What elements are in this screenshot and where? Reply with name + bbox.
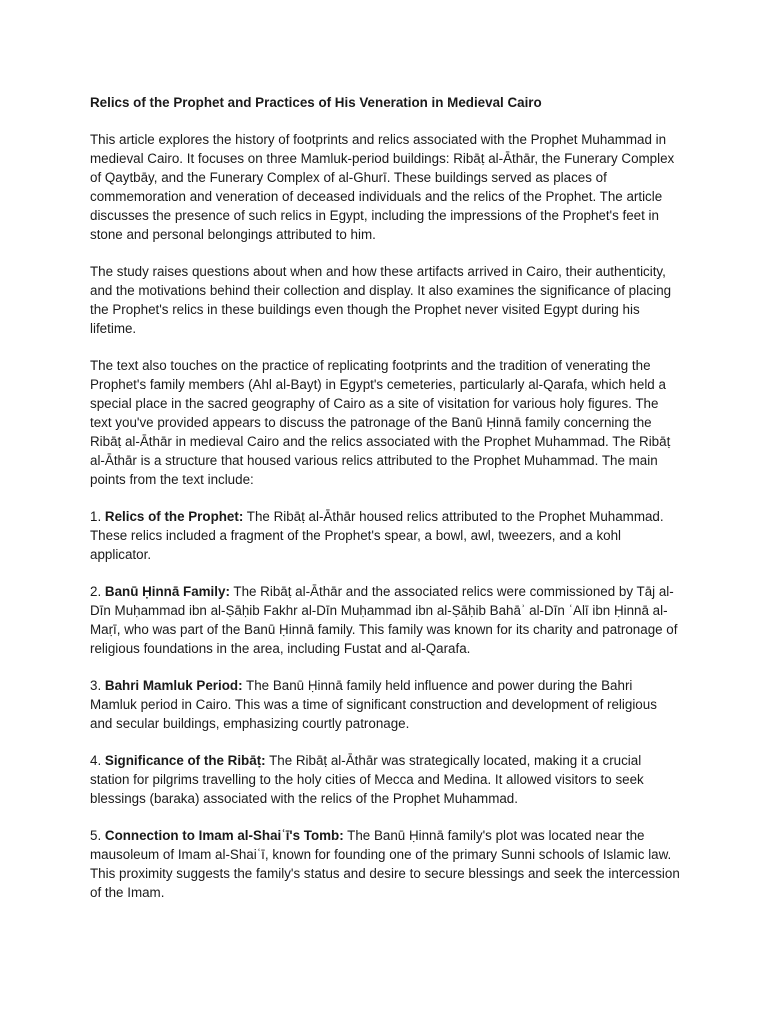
list-item [90,676,682,733]
intro-paragraph: This article explores the history of footprints and relics associated with the Prophet Muhammad in medieval Cairo. It focuses on three Mamluk-period buildings: Ribāṭ al-Āthār, the Funerary Complex of Qaytbāy, and the Funerary Complex of al-Ghurī. These buildings served as places of commemoration and veneration of deceased individuals and the relics of the Prophet. The article discusses the presence of such relics in Egypt, including the impressions of the Prophet's feet in stone and personal belongings attributed to him. [90,132,675,242]
practice-paragraph: The text also touches on the practice of replicating footprints and the tradition of venerating the Prophet's family members (Ahl al-Bayt) in Egypt's cemeteries, particularly al-Qarafa, which held a special place in the sacred geography of Cairo as a site of visitation for various holy figures. The text you've provided appears to discuss the patronage of the Banū Ḥinnā family concerning the Ribāṭ al-Āthār in medieval Cairo and the relics associated with the Prophet Muhammad. The Ribāṭ al-Āthār is a structure that housed various relics attributed to the Prophet Muhammad. The main points from the text include: [90,358,671,487]
item-number: 5. [90,828,102,843]
study-paragraph: The study raises questions about when and how these artifacts arrived in Cairo, their authenticity, and the motivations behind their collection and display. It also examines the significance of placing the Prophet's relics in these buildings even though the Prophet never visited Egypt during his lifetime. [90,264,672,336]
list-item [90,826,682,902]
item-number: 4. [90,753,102,768]
item-heading: Connection to Imam al-Shaiʿī's Tomb: [104,828,344,843]
item-heading: Significance of the Ribāṭ: [104,753,266,768]
item-text: The Banū Ḥinnā family held influence and power during the Bahri Mamluk period in Cairo. This was a time of significant construction and development of religious and secular buildings, emphasizing courtly patronage. [90,678,657,731]
item-text: The Ribāṭ al-Āthār housed relics attributed to the Prophet Muhammad. These relics included a fragment of the Prophet's spear, a bowl, awl, tweezers, and a kohl applicator. [90,509,664,562]
item-number: 3. [90,678,102,693]
list-item [90,507,682,564]
item-number: 1. [90,509,102,524]
item-number: 2. [90,584,102,599]
item-text: The Ribāṭ al-Āthār was strategically located, making it a crucial station for pilgrims travelling to the holy cities of Mecca and Medina. It allowed visitors to seek blessings (baraka) associated with the relics of the Prophet Muhammad. [90,753,644,806]
item-text: The Banū Ḥinnā family's plot was located near the mausoleum of Imam al-Shaiʿī, known for founding one of the primary Sunni schools of Islamic law. This proximity suggests the family's status and desire to secure blessings and seek the intercession of the Imam. [90,828,680,900]
list-item [90,582,682,658]
list-item [90,751,682,808]
document-title: Relics of the Prophet and Practices of His Veneration in Medieval Cairo [90,95,542,110]
item-heading: Bahri Mamluk Period: [104,678,243,693]
document-page [90,93,682,920]
item-heading: Banū Ḥinnā Family: [104,584,230,599]
item-text: The Ribāṭ al-Āthār and the associated relics were commissioned by Tāj al-Dīn Muḥammad ibn al-Ṣāḥib Fakhr al-Dīn Muḥammad ibn al-Ṣāḥib Bahāʾ al-Dīn ʿAlī ibn Ḥinnā al-Maṛī, who was part of the Banū Ḥinnā family. This family was known for its charity and patronage of religious foundations in the area, including Fustat and al-Qarafa. [90,584,678,656]
item-heading: Relics of the Prophet: [104,509,244,524]
